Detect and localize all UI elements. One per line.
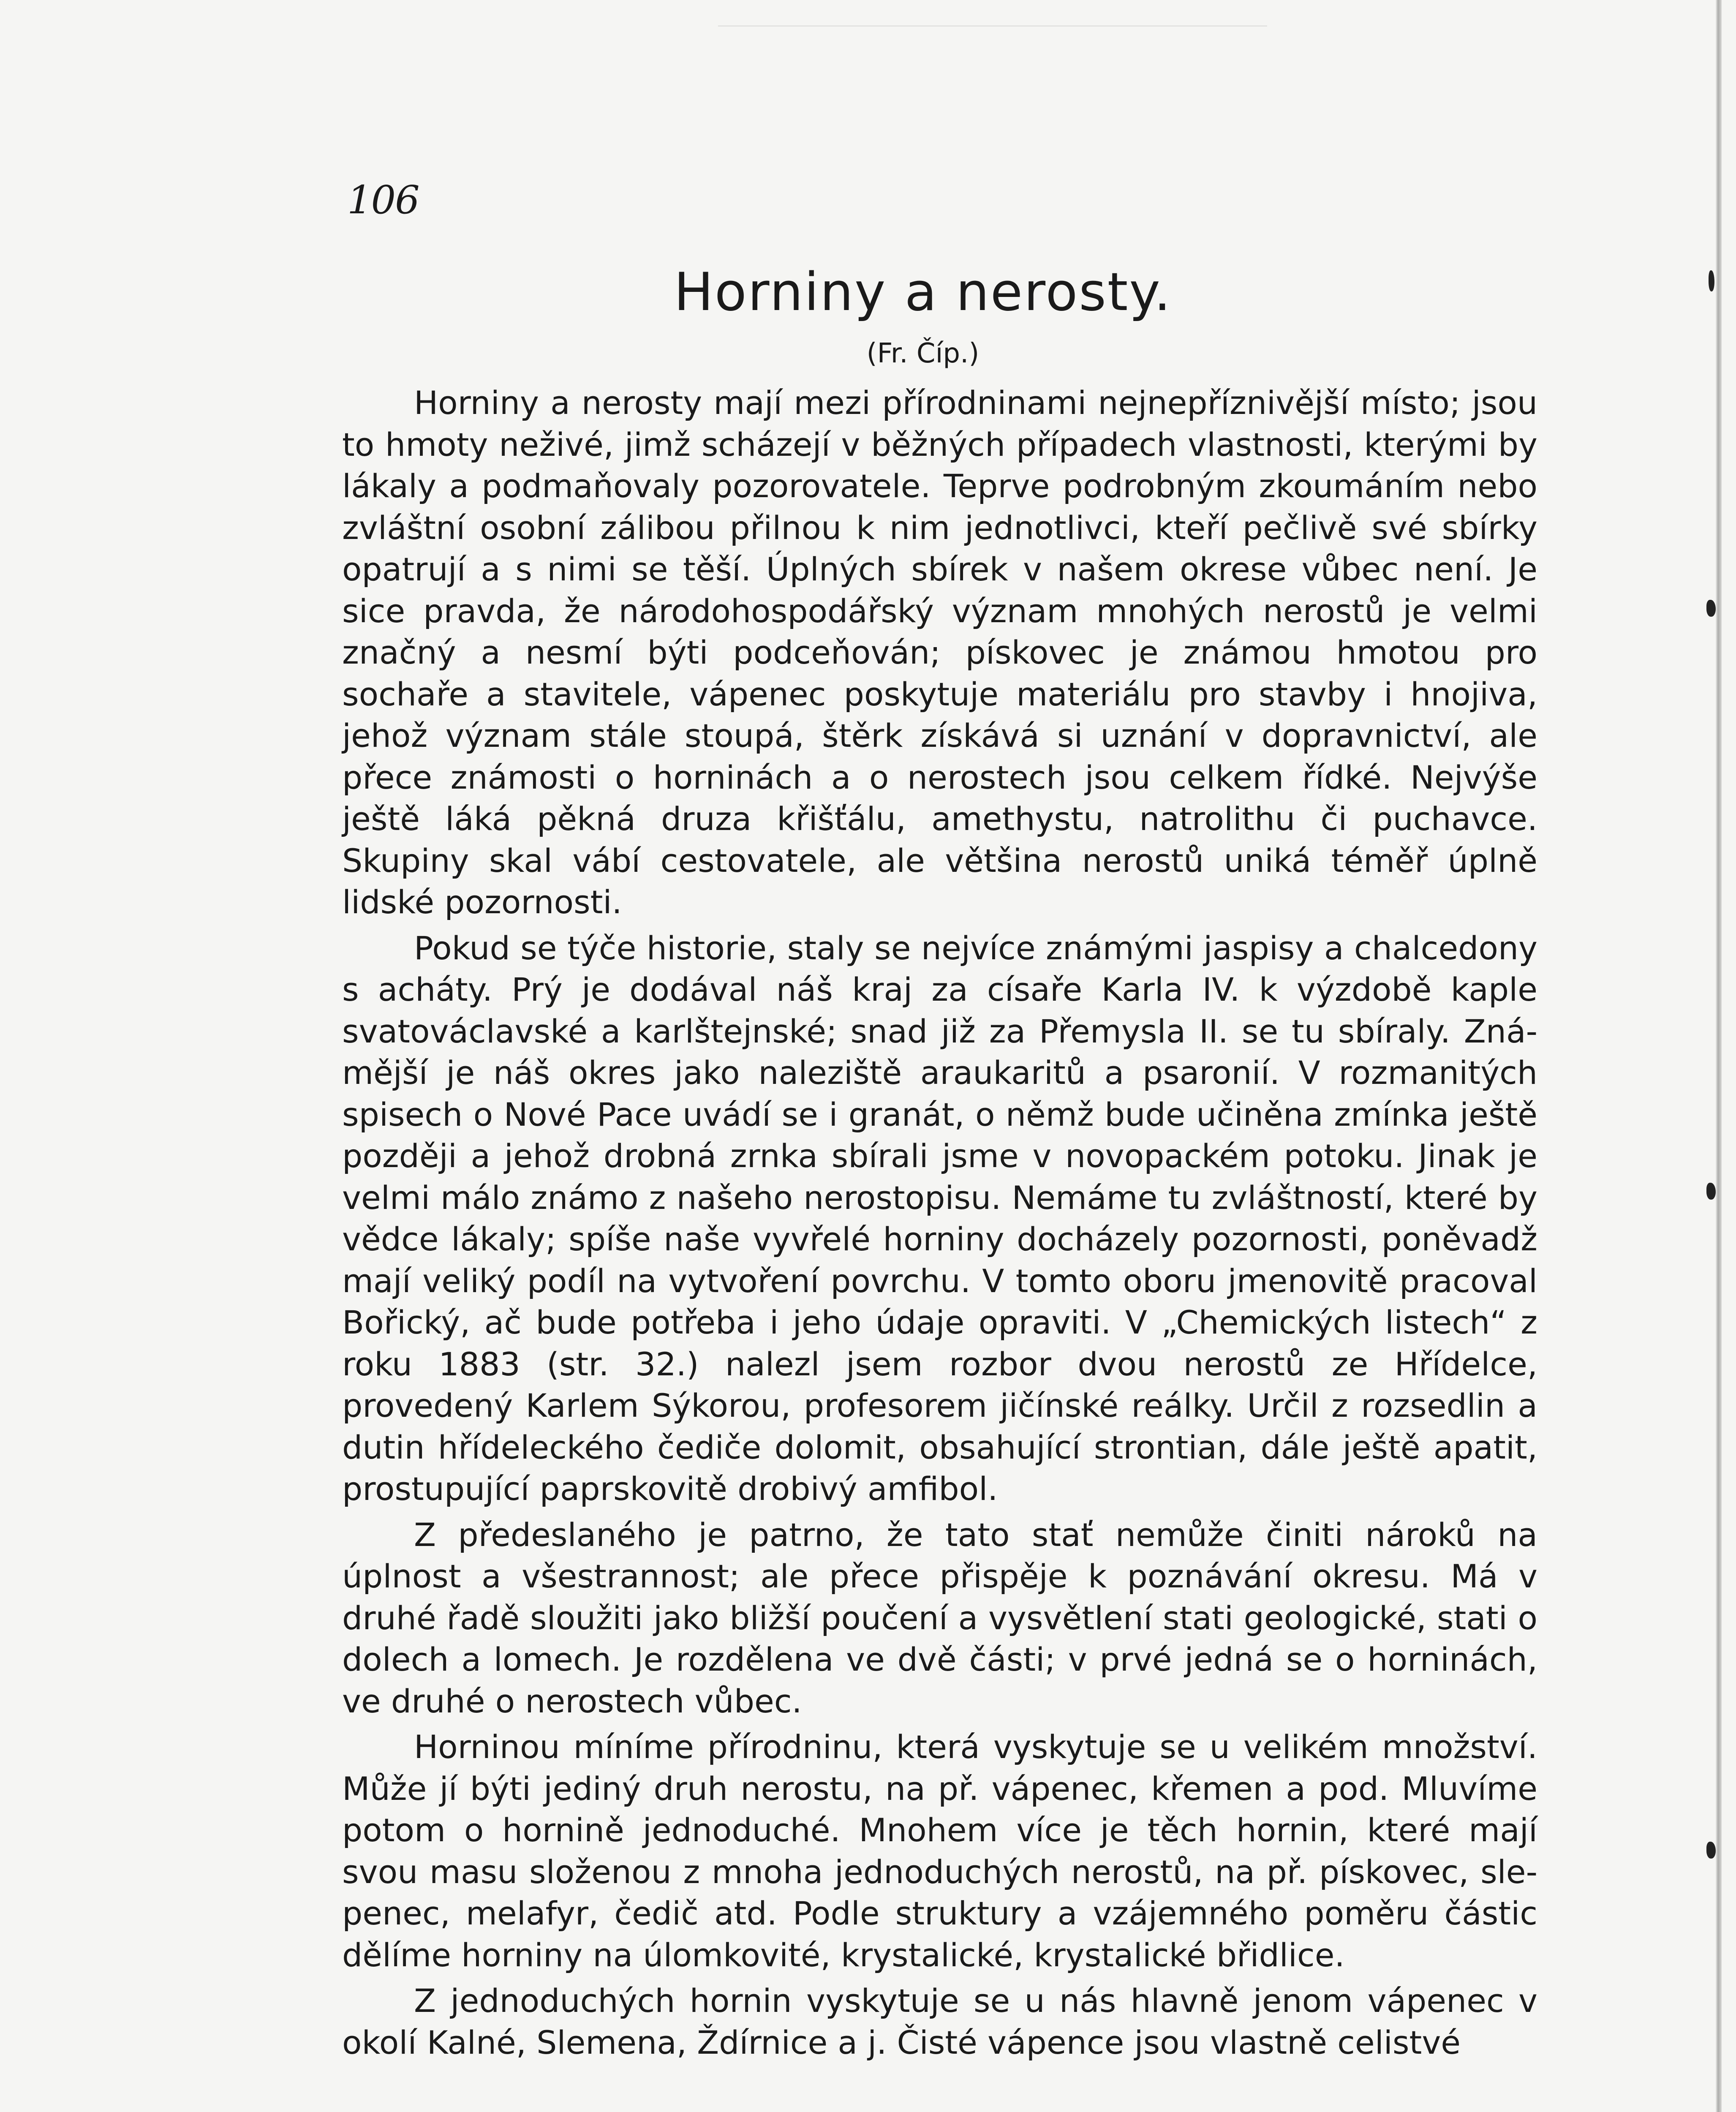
paragraph-2: Pokud se týče historie, staly se nejvíce známými jaspisy a chalcedony s acháty. Prý je dodával náš kraj za císaře Karla IV. k výzdobě kaple svatováclavské a karlštejnské; snad již za Přemysla II. se tu sbíraly. Známější je náš okres jako naleziště araukaritů a psaronií. V rozmanitých spisech o Nové Pace uvádí se i granát, o němž bude učiněna zmínka ještě později a jehož drobná zrnka sbírali jsme v novopackém potoku. Jinak je velmi málo známo z našeho nerostopisu. Nemáme tu zvláštností, které by vědce lákaly; spíše naše vyvřelé horniny docházely pozornosti, poněvadž mají veliký podíl na vytvoření povrchu. V tomto oboru jmenovitě pracoval Bořický, ač bude potřeba i jeho údaje opraviti. V „Chemických listech“ z roku 1883 (str. 32.) nalezl jsem rozbor dvou nerostů ze Hřídelce, provedený Karlem Sýkorou, profesorem jičínské reálky. Určil z rozsedlin a dutin hřídeleckého čediče dolomit, obsahující strontian, dále ještě apatit, prostupující paprskovitě drobivý amfibol. bbox=[342, 929, 1537, 1508]
article-author: (Fr. Číp.) bbox=[866, 338, 980, 369]
paragraph-1: Horniny a nerosty mají mezi přírodninami nejnepříznivější místo; jsou to hmoty neživé, jimž scházejí v běžných případech vlastnosti, kterými by lákaly a podmaňovaly pozorovatele. Teprve podrobným zkoumáním nebo zvláštní osobní zálibou přilnou k nim jednotlivci, kteří pečlivě své sbírky opatrují a s nimi se těší. Úplných sbírek v našem okrese vůbec není. Je sice pravda, že národohospodářský význam mnohých nerostů je velmi značný a nesmí býti podceňován; pískovec je známou hmotou pro sochaře a stavitele, vápenec poskytuje materiálu pro stavby i hnojiva, jehož význam stále stoupá, štěrk získává si uznání v dopravnictví, ale přece známosti o horninách a o nerostech jsou celkem řídké. Nejvýše ještě láká pěkná druza křišťálu, amethystu, natrolithu či puchavce. Skupiny skal vábí cestovatele, ale většina nerostů uniká téměř úplně lidské pozornosti. bbox=[342, 384, 1537, 921]
margin-mark-2 bbox=[1706, 600, 1716, 617]
paragraph-5: Z jednoduchých hornin vyskytuje se u nás hlavně jenom vápenec v okolí Kalné, Slemena, Ždírnice a j. Čisté vápence jsou vlastně celistvé bbox=[342, 1982, 1537, 2061]
article-body bbox=[342, 382, 1537, 2063]
margin-mark-4 bbox=[1706, 1842, 1716, 1859]
paragraph-3: Z předeslaného je patrno, že tato stať nemůže činiti nároků na úplnost a všestrannost; ale přece přispěje k poznávání okresu. Má v druhé řadě sloužiti jako bližší poučení a vysvětlení stati geologické, stati o dolech a lomech. Je rozdělena ve dvě části; v prvé jedná se o horninách, ve druhé o nerostech vůbec. bbox=[342, 1516, 1537, 1720]
scan-artifact-top bbox=[718, 0, 1267, 27]
page-number: 106 bbox=[347, 177, 419, 223]
margin-mark-3 bbox=[1706, 1183, 1716, 1200]
paragraph-4: Horninou míníme přírodninu, která vyskytuje se u velikém množství. Může jí býti jediný druh nerostu, na př. vápenec, křemen a pod. Mluvíme potom o hornině jednoduché. Mnohem více je těch hornin, které mají svou masu složenou z mnoha jednoduchých nerostů, na př. pískovec, slepenec, melafyr, čedič atd. Podle struktury a vzájemného poměru částic dělíme horniny na úlomkovité, krystalické, krystalické břidlice. bbox=[342, 1728, 1537, 1974]
article-title: Horniny a nerosty. bbox=[674, 262, 1172, 323]
